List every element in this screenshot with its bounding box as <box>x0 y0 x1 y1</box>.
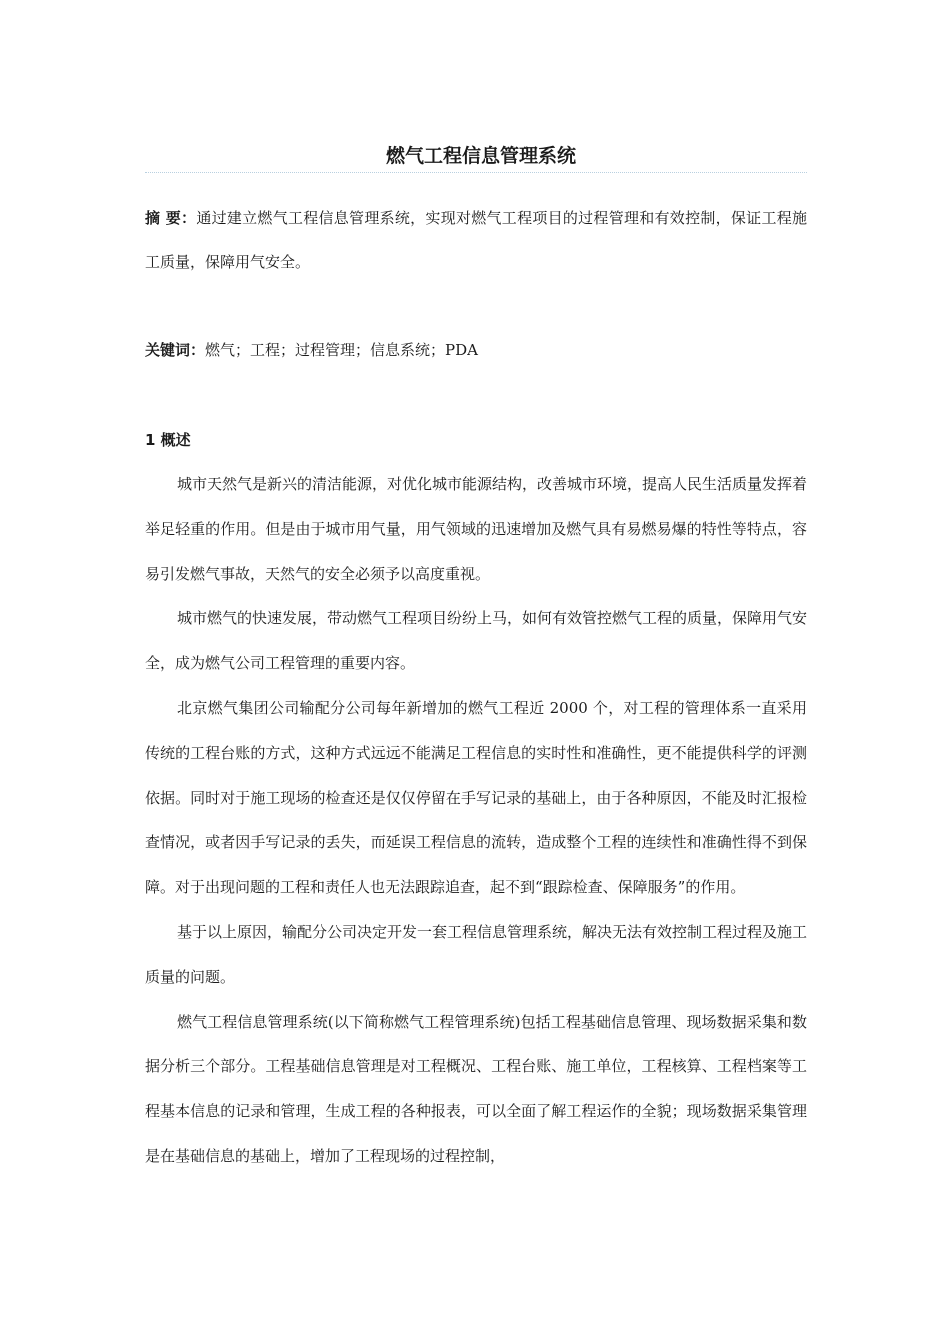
body-paragraph: 燃气工程信息管理系统(以下简称燃气工程管理系统)包括工程基础信息管理、现场数据采集和数据分析三个部分。工程基础信息管理是对工程概况、工程台账、施工单位，工程核算、工程档案等工程基本信息的记录和管理，生成工程的各种报表，可以全面了解工程运作的全貌；现场数据采集管理是在基础信息的基础上，增加了工程现场的过程控制， <box>145 1012 807 1165</box>
abstract-text: 通过建立燃气工程信息管理系统，实现对燃气工程项目的过程管理和有效控制，保证工程施工质量，保障用气安全。 <box>145 209 807 271</box>
body-paragraph: 基于以上原因，输配分公司决定开发一套工程信息管理系统，解决无法有效控制工程过程及施工质量的问题。 <box>145 922 808 986</box>
document-title: 燃气工程信息管理系统 <box>385 145 576 167</box>
document-page <box>145 140 807 1179</box>
section-heading-overview: 1 概述 <box>145 431 191 449</box>
title-divider <box>145 172 807 173</box>
body-paragraph: 城市燃气的快速发展，带动燃气工程项目纷纷上马，如何有效管控燃气工程的质量，保障用气安全，成为燃气公司工程管理的重要内容。 <box>145 609 808 673</box>
keywords-text: 燃气；工程；过程管理；信息系统；PDA <box>205 341 478 359</box>
body-paragraph: 北京燃气集团公司输配分公司每年新增加的燃气工程近 2000 个，对工程的管理体系一直采用传统的工程台账的方式，这种方式远远不能满足工程信息的实时性和准确性，更不能提供科学的评测依据。同时对于施工现场的检查还是仅仅停留在手写记录的基础上，由于各种原因，不能及时汇报检查情况，或者因手写记录的丢失，而延误工程信息的流转，造成整个工程的连续性和准确性得不到保障。对于出现问题的工程和责任人也无法跟踪追查，起不到“跟踪检查、保障服务”的作用。 <box>145 698 807 897</box>
abstract-label: 摘 要： <box>145 209 197 227</box>
body-paragraph: 城市天然气是新兴的清洁能源，对优化城市能源结构，改善城市环境，提高人民生活质量发挥着举足轻重的作用。但是由于城市用气量，用气领域的迅速增加及燃气具有易燃易爆的特性等特点，容易引发燃气事故，天然气的安全必须予以高度重视。 <box>145 475 808 583</box>
keywords <box>145 328 807 372</box>
keywords-label: 关键词： <box>145 341 206 359</box>
abstract <box>145 196 807 284</box>
